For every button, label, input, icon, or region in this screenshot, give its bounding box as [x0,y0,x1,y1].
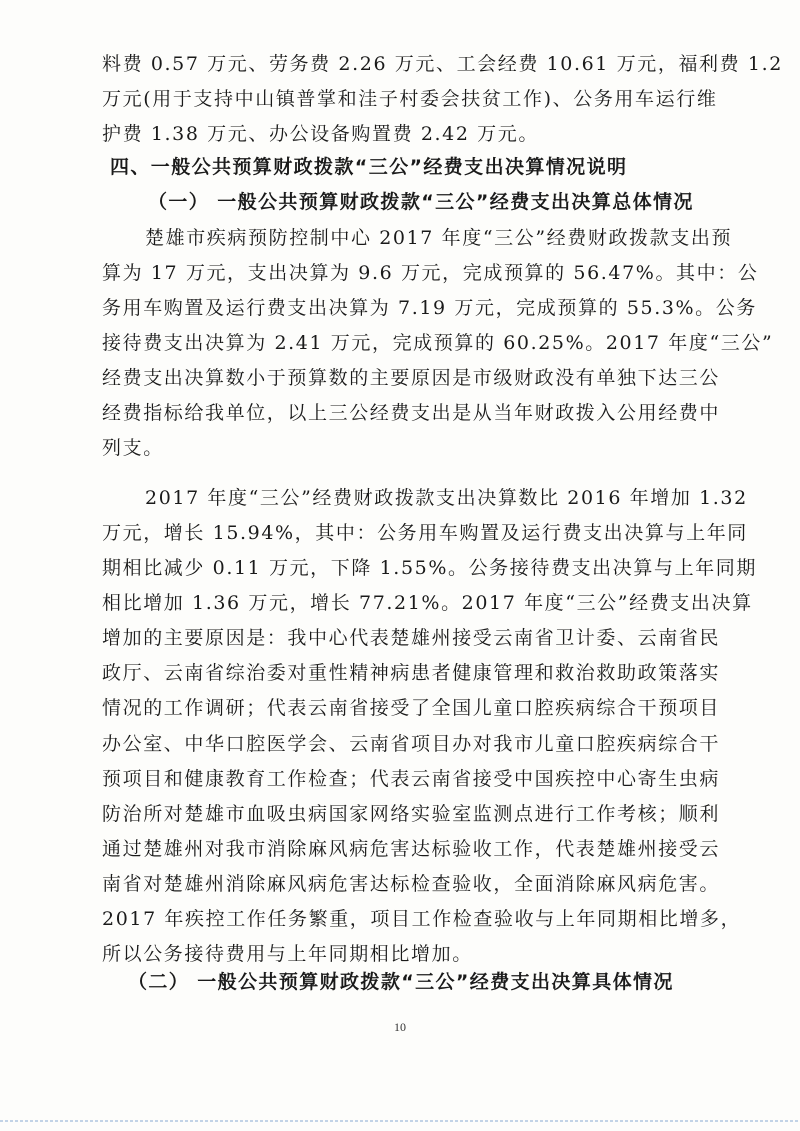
body-text-line: 护费 1.38 万元、办公设备购置费 2.42 万元。 [102,123,539,145]
body-text-line: 南省对楚雄州消除麻风病危害达标检查验收，全面消除麻风病危害。 [102,873,721,895]
body-text-line: 2017 年度“三公”经费财政拨款支出决算数比 2016 年增加 1.32 [145,487,748,509]
body-text-line: 经费指标给我单位，以上三公经费支出是从当年财政拨入公用经费中 [102,402,721,424]
body-text-line: 防治所对楚雄市血吸虫病国家网络实验室监测点进行工作考核；顺利 [102,803,721,825]
body-text-line: 列支。 [102,437,164,459]
body-text-line: 务用车购置及运行费支出决算为 7.19 万元，完成预算的 55.3%。公务 [102,297,757,319]
body-text-line: 期相比减少 0.11 万元，下降 1.55%。公务接待费支出决算与上年同期 [102,557,757,579]
body-text-line: 料费 0.57 万元、劳务费 2.26 万元、工会经费 10.61 万元，福利费 1.2 [102,53,783,75]
body-text-line: 预项目和健康教育工作检查；代表云南省接受中国疾控中心寄生虫病 [102,768,721,790]
body-text-line: 接待费支出决算为 2.41 万元，完成预算的 60.25%。2017 年度“三公” [102,332,774,354]
subsection-heading: （一） 一般公共预算财政拨款“三公”经费支出决算总体情况 [148,191,694,213]
section-heading: 四、一般公共预算财政拨款“三公”经费支出决算情况说明 [110,156,628,178]
body-text-line: 通过楚雄州对我市消除麻风病危害达标验收工作，代表楚雄州接受云 [102,838,721,860]
body-text-line: 万元(用于支持中山镇普掌和洼子村委会扶贫工作)、公务用车运行维 [102,88,718,110]
subsection-heading: （二） 一般公共预算财政拨款“三公”经费支出决算具体情况 [128,971,674,993]
body-text-line: 办公室、中华口腔医学会、云南省项目办对我市儿童口腔疾病综合干 [102,733,721,755]
body-text-line: 所以公务接待费用与上年同期相比增加。 [102,943,473,965]
body-text-line: 相比增加 1.36 万元，增长 77.21%。2017 年度“三公”经费支出决算 [102,592,753,614]
body-text-line: 楚雄市疾病预防控制中心 2017 年度“三公”经费财政拨款支出预 [145,227,733,249]
body-text-line: 增加的主要原因是：我中心代表楚雄州接受云南省卫计委、云南省民 [102,627,721,649]
body-text-line: 情况的工作调研；代表云南省接受了全国儿童口腔疾病综合干预项目 [102,697,721,719]
body-text-line: 万元，增长 15.94%，其中：公务用车购置及运行费支出决算与上年同 [102,522,748,544]
body-text-line: 政厅、云南省综治委对重性精神病患者健康管理和救治救助政策落实 [102,662,721,684]
body-text-line: 2017 年疾控工作任务繁重，项目工作检查验收与上年同期相比增多， [102,908,742,930]
body-text-line: 经费支出决算数小于预算数的主要原因是市级财政没有单独下达三公 [102,367,721,389]
page-number: 10 [394,1020,406,1034]
page-bottom-edge [0,1120,800,1122]
body-text-line: 算为 17 万元，支出决算为 9.6 万元，完成预算的 56.47%。其中：公 [102,262,759,284]
